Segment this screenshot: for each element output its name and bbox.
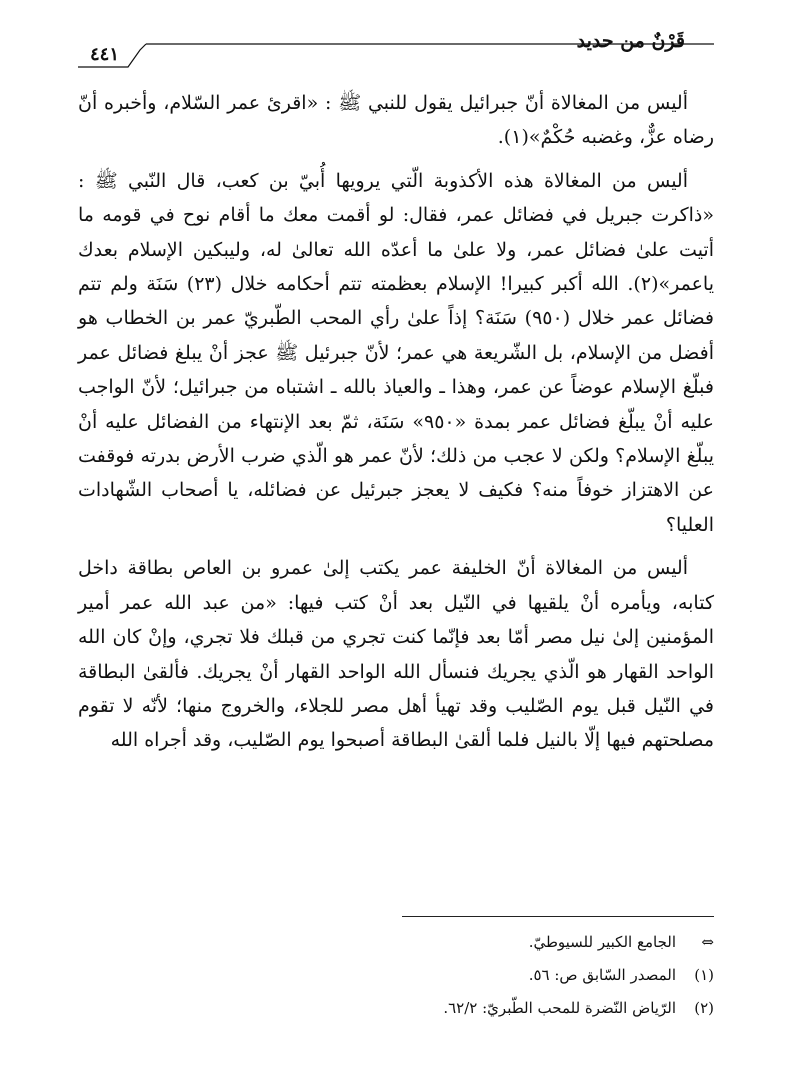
paragraph: أليس من المغالاة هذه الأكذوبة الّتي يرويها أُبيّ بن كعب، قال النّبي ﷺ : «ذاكرت جبريل في فضائل عمر، فقال: لو أقمت معك ما أقام نوح في قومه ما أتيت علىٰ فضائل عمر، ولا علىٰ ما أعدّه الله تعالىٰ له، وليبكين الإسلام بعدك ياعمر»(٢). الله أكبر كبيرا! الإسلام بعظمته تتم أحكامه خلال (٢٣) سَنَة ولم تتم فضائل عمر خلال (٩٥٠) سَنَة؟ إذاً علىٰ رأي المحب الطّبريّ عمر بن الخطاب هو أفضل من الإسلام، بل الشّريعة هي عمر؛ لأنّ جبرئيل ﷺ عجز أنْ يبلغ فضائل عمر فبلّغ الإسلام عوضاً عن عمر، وهذا ـ والعياذ بالله ـ اشتباه من جبرائيل؛ لأنّ الواجب عليه أنْ يبلّغ فضائل عمر بمدة «٩٥٠» سَنَة، ثمّ بعد الإنتهاء من الفضائل عليه أنْ يبلّغ الإسلام؟ ولكن لا عجب من ذلك؛ لأنّ عمر هو الّذي ضرب الأرض بدرته فوقفت عن الاهتزاز خوفاً منه؟ فكيف لا يعجز جبرئيل عن فضائله، يا أصحاب الشّهادات العليا؟ — [78, 169, 714, 536]
page-number: ٤٤١ — [90, 44, 120, 65]
footnote-divider — [402, 916, 714, 917]
footnotes — [78, 928, 714, 1027]
footnote-text: المصدر السّابق ص: ٥٦. — [528, 966, 676, 984]
footnote-marker: (١) — [694, 966, 714, 984]
footnote — [78, 928, 714, 957]
paragraph: أليس من المغالاة أنّ الخليفة عمر يكتب إلىٰ عمرو بن العاص بطاقة داخل كتابه، ويأمره أنْ يلقيها في النّيل بعد أنْ كتب فيها: «من عبد الله عمر أمير المؤمنين إلىٰ نيل مصر أمّا بعد فإنّما كنت تجري من قبلك فلا تجري، وإنْ كان الله الواحد القهار هو الّذي يجريك فنسأل الله الواحد القهار أنْ يجريك. فألقىٰ البطاقة في النّيل قبل يوم الصّليب وقد تهيأ أهل مصر للجلاء، والخروج منها؛ لأنّه لا تقوم مصلحتهم فيها إلّا بالنيل فلما ألقىٰ البطاقة أصبحوا يوم الصّليب، وقد أجراه الله — [78, 557, 714, 752]
running-title: قَرْنٌ من حديد — [576, 30, 685, 52]
footnote-text: الرّياض النّضرة للمحب الطّبريّ: ٦٢/٢. — [443, 999, 676, 1017]
body-text — [78, 86, 714, 767]
paragraph: أليس من المغالاة أنّ جبرائيل يقول للنبي ﷺ : «اقرئ عمر السّلام، وأخبره أنّ رضاه عزٌّ، وغضبه حُكْمٌ»(١). — [78, 92, 714, 149]
footnote-text: الجامع الكبير للسيوطيّ. — [528, 933, 676, 951]
footnote — [78, 961, 714, 990]
footnote-marker: ⇔ — [701, 933, 714, 951]
footnote-marker: (٢) — [694, 999, 714, 1017]
footnote — [78, 994, 714, 1023]
header-rule — [78, 40, 714, 80]
